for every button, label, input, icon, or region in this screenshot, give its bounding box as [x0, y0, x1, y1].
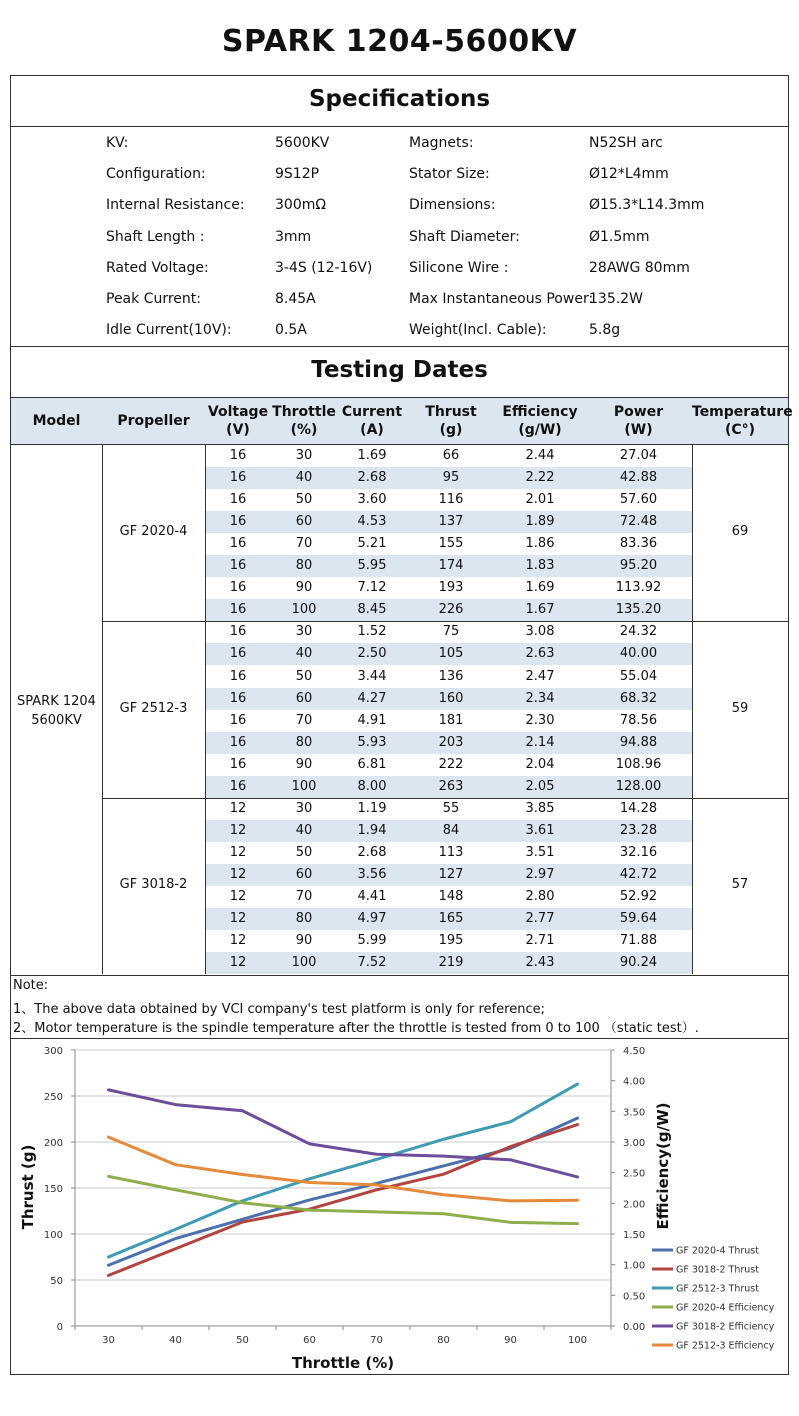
- y-right-tick-label: 3.50: [623, 1107, 646, 1119]
- header-voltage: Voltage (V): [207, 404, 269, 438]
- y-left-tick-label: 50: [50, 1276, 63, 1287]
- thrust-cell: 219: [438, 955, 464, 971]
- throttle-cell: 80: [295, 734, 313, 750]
- efficiency-cell: 2.22: [525, 470, 555, 486]
- legend-label: GF 2020-4 Efficiency: [676, 1302, 775, 1314]
- x-tick-label: 70: [370, 1335, 383, 1346]
- current-cell: 2.50: [357, 646, 387, 662]
- thrust-cell: 113: [438, 844, 464, 860]
- spec-value: 3mm: [275, 229, 312, 245]
- power-cell: 90.24: [619, 955, 658, 971]
- efficiency-cell: 3.08: [525, 624, 555, 640]
- throttle-cell: 60: [295, 514, 313, 530]
- voltage-cell: 12: [229, 866, 247, 882]
- efficiency-cell: 2.05: [525, 778, 555, 794]
- efficiency-cell: 2.80: [525, 889, 555, 904]
- spec-value: 300mΩ: [275, 197, 327, 213]
- power-cell: 108.96: [615, 756, 662, 772]
- thrust-cell: 226: [438, 602, 464, 618]
- legend-label: GF 2512-3 Thrust: [676, 1283, 759, 1295]
- divider: [11, 975, 788, 976]
- y-right-tick-label: 0.00: [623, 1322, 646, 1333]
- current-cell: 1.94: [357, 822, 387, 838]
- header-propeller: Propeller: [117, 413, 190, 429]
- spec-label: Shaft Length :: [106, 229, 205, 245]
- spec-label: Stator Size:: [409, 166, 490, 182]
- thrust-cell: 127: [438, 866, 464, 882]
- note-line-2: 2、Motor temperature is the spindle temperature after the throttle is tested from 0 to 100 （static test）.: [13, 1021, 699, 1036]
- datasheet-frame: [10, 75, 793, 1375]
- spec-label: Shaft Diameter:: [409, 229, 520, 245]
- efficiency-cell: 2.97: [525, 866, 555, 882]
- thrust-cell: 105: [438, 646, 464, 662]
- efficiency-cell: 1.86: [525, 536, 555, 552]
- efficiency-cell: 2.30: [525, 712, 555, 728]
- throttle-cell: 100: [291, 955, 317, 971]
- current-cell: 5.99: [357, 933, 387, 949]
- spec-label: Silicone Wire :: [409, 260, 509, 276]
- x-tick-label: 50: [236, 1335, 249, 1346]
- throttle-cell: 70: [295, 712, 313, 728]
- voltage-cell: 16: [229, 734, 247, 750]
- spec-value: N52SH arc: [589, 135, 663, 151]
- throttle-cell: 60: [295, 690, 313, 706]
- voltage-cell: 16: [229, 646, 247, 662]
- throttle-cell: 70: [295, 889, 313, 904]
- efficiency-cell: 1.67: [525, 602, 555, 618]
- header-efficiency: Efficiency (g/W): [502, 404, 578, 438]
- current-cell: 6.81: [357, 756, 387, 772]
- y-left-tick-label: 200: [43, 1138, 63, 1149]
- efficiency-cell: 2.43: [525, 955, 555, 971]
- power-cell: 55.04: [619, 668, 658, 684]
- spec-label: Idle Current(10V):: [106, 322, 232, 338]
- current-cell: 3.60: [357, 492, 387, 508]
- header-throttle: Throttle (%): [272, 404, 336, 438]
- thrust-cell: 181: [438, 712, 464, 728]
- power-cell: 135.20: [615, 602, 662, 618]
- divider: [11, 126, 788, 127]
- throttle-cell: 100: [291, 778, 317, 794]
- y-right-axis-title: Efficiency(g/W): [654, 1102, 672, 1230]
- current-cell: 4.41: [357, 889, 387, 904]
- current-cell: 4.53: [357, 514, 387, 530]
- throttle-cell: 40: [295, 822, 313, 838]
- x-tick-label: 60: [303, 1335, 316, 1346]
- y-left-tick-label: 0: [56, 1322, 63, 1333]
- thrust-cell: 95: [442, 470, 460, 486]
- y-right-tick-label: 0.50: [623, 1291, 646, 1303]
- spec-label: Dimensions:: [409, 197, 496, 213]
- thrust-cell: 136: [438, 668, 464, 684]
- voltage-cell: 16: [229, 448, 247, 463]
- header-model: Model: [32, 413, 81, 429]
- voltage-cell: 16: [229, 712, 247, 728]
- throttle-cell: 50: [295, 668, 313, 684]
- power-cell: 78.56: [619, 712, 658, 728]
- page-title: SPARK 1204-5600KV: [221, 24, 578, 59]
- spec-label: KV:: [106, 135, 129, 151]
- voltage-cell: 16: [229, 624, 247, 640]
- column-divider: [205, 445, 206, 974]
- throttle-cell: 30: [295, 800, 313, 816]
- temperature-cell: 59: [731, 700, 749, 716]
- legend-label: GF 2020-4 Thrust: [676, 1245, 759, 1257]
- propeller-cell: GF 2020-4: [119, 524, 188, 540]
- spec-label: Rated Voltage:: [106, 260, 209, 276]
- power-cell: 42.88: [619, 470, 658, 486]
- thrust-cell: 137: [438, 514, 464, 530]
- current-cell: 4.97: [357, 911, 387, 927]
- voltage-cell: 16: [229, 558, 247, 574]
- y-left-tick-label: 300: [43, 1046, 63, 1057]
- throttle-cell: 100: [291, 602, 317, 618]
- spec-value: Ø15.3*L14.3mm: [589, 197, 705, 213]
- efficiency-cell: 2.71: [525, 933, 555, 949]
- current-cell: 2.68: [357, 470, 387, 486]
- efficiency-cell: 3.85: [525, 800, 555, 816]
- efficiency-cell: 2.14: [525, 734, 555, 750]
- voltage-cell: 12: [229, 911, 247, 927]
- voltage-cell: 12: [229, 800, 247, 816]
- testing-title: Testing Dates: [311, 357, 488, 383]
- voltage-cell: 12: [229, 822, 247, 838]
- voltage-cell: 16: [229, 580, 247, 596]
- power-cell: 71.88: [619, 933, 658, 949]
- voltage-cell: 12: [229, 933, 247, 949]
- spec-label: Internal Resistance:: [106, 197, 245, 213]
- current-cell: 8.45: [357, 602, 387, 618]
- spec-label: Weight(Incl. Cable):: [409, 322, 547, 338]
- voltage-cell: 16: [229, 470, 247, 486]
- efficiency-cell: 1.69: [525, 580, 555, 596]
- efficiency-cell: 1.83: [525, 558, 555, 574]
- y-left-tick-label: 250: [43, 1092, 63, 1103]
- y-right-tick-label: 4.50: [623, 1046, 646, 1057]
- thrust-cell: 66: [442, 448, 460, 463]
- thrust-cell: 165: [438, 911, 464, 927]
- throttle-cell: 50: [295, 492, 313, 508]
- thrust-cell: 222: [438, 756, 464, 772]
- current-cell: 4.91: [357, 712, 387, 728]
- thrust-cell: 203: [438, 734, 464, 750]
- thrust-cell: 174: [438, 558, 464, 574]
- voltage-cell: 16: [229, 492, 247, 508]
- x-tick-label: 100: [567, 1335, 588, 1346]
- thrust-cell: 160: [438, 690, 464, 706]
- note-heading: Note:: [13, 978, 49, 993]
- header-temperature: Temperature (C°): [692, 404, 793, 438]
- current-cell: 3.56: [357, 866, 387, 882]
- power-cell: 24.32: [619, 624, 658, 640]
- propeller-cell: GF 2512-3: [119, 700, 188, 716]
- power-cell: 14.28: [619, 800, 658, 816]
- efficiency-cell: 2.63: [525, 646, 555, 662]
- thrust-cell: 55: [442, 800, 460, 816]
- y-left-tick-label: 100: [43, 1230, 63, 1241]
- spec-value: 5.8g: [589, 322, 621, 338]
- voltage-cell: 16: [229, 756, 247, 772]
- current-cell: 5.95: [357, 558, 387, 574]
- throttle-cell: 40: [295, 470, 313, 486]
- efficiency-cell: 2.44: [525, 448, 555, 463]
- x-tick-label: 80: [437, 1335, 450, 1346]
- current-cell: 5.93: [357, 734, 387, 750]
- efficiency-cell: 2.47: [525, 668, 555, 684]
- power-cell: 32.16: [619, 844, 658, 860]
- x-axis-title: Throttle (%): [291, 1354, 395, 1372]
- header-current: Current (A): [341, 404, 403, 438]
- current-cell: 8.00: [357, 778, 387, 794]
- power-cell: 72.48: [619, 514, 658, 530]
- efficiency-cell: 2.34: [525, 690, 555, 706]
- y-left-tick-label: 150: [43, 1184, 63, 1195]
- x-tick-label: 30: [102, 1335, 115, 1346]
- power-cell: 68.32: [619, 690, 658, 706]
- throttle-cell: 80: [295, 558, 313, 574]
- spec-value: 28AWG 80mm: [589, 260, 690, 276]
- throttle-cell: 90: [295, 756, 313, 772]
- efficiency-cell: 2.04: [525, 756, 555, 772]
- y-right-tick-label: 2.50: [623, 1168, 646, 1180]
- y-right-tick-label: 1.00: [623, 1260, 646, 1272]
- throttle-cell: 80: [295, 911, 313, 927]
- thrust-cell: 195: [438, 933, 464, 949]
- y-right-tick-label: 1.50: [623, 1230, 646, 1241]
- spec-value: Ø12*L4mm: [589, 166, 669, 182]
- throttle-cell: 30: [295, 624, 313, 640]
- power-cell: 57.60: [619, 492, 658, 508]
- power-cell: 95.20: [619, 558, 658, 574]
- voltage-cell: 16: [229, 536, 247, 552]
- spec-label: Max Instantaneous Power:: [409, 291, 594, 307]
- y-right-tick-label: 3.00: [623, 1138, 646, 1149]
- power-cell: 94.88: [619, 734, 658, 750]
- spec-label: Peak Current:: [106, 291, 201, 307]
- current-cell: 7.52: [357, 955, 387, 971]
- thrust-cell: 148: [438, 889, 464, 904]
- throttle-cell: 70: [295, 536, 313, 552]
- spec-value: 9S12P: [275, 166, 320, 182]
- divider: [11, 346, 788, 347]
- power-cell: 83.36: [619, 536, 658, 552]
- spec-value: 3-4S (12-16V): [275, 260, 373, 276]
- current-cell: 1.19: [357, 800, 387, 816]
- power-cell: 23.28: [619, 822, 658, 838]
- voltage-cell: 12: [229, 889, 247, 904]
- power-cell: 128.00: [615, 778, 662, 794]
- spec-label: Configuration:: [106, 166, 206, 182]
- throttle-cell: 30: [295, 448, 313, 463]
- header-thrust: Thrust (g): [425, 404, 477, 438]
- model-cell: SPARK 1204 5600KV: [17, 694, 96, 728]
- throttle-cell: 90: [295, 933, 313, 949]
- thrust-cell: 263: [438, 778, 464, 794]
- thrust-cell: 75: [442, 624, 460, 640]
- legend-label: GF 2512-3 Efficiency: [676, 1340, 775, 1352]
- divider: [11, 1038, 788, 1039]
- current-cell: 3.44: [357, 668, 387, 684]
- voltage-cell: 16: [229, 690, 247, 706]
- voltage-cell: 12: [229, 955, 247, 971]
- voltage-cell: 12: [229, 844, 247, 860]
- specifications-title: Specifications: [308, 86, 491, 112]
- thrust-cell: 155: [438, 536, 464, 552]
- throttle-cell: 90: [295, 580, 313, 596]
- voltage-cell: 16: [229, 514, 247, 530]
- column-divider: [692, 445, 693, 974]
- y-right-tick-label: 4.00: [623, 1076, 646, 1088]
- efficiency-cell: 2.01: [525, 492, 555, 508]
- legend-label: GF 3018-2 Efficiency: [676, 1321, 775, 1333]
- power-cell: 113.92: [615, 580, 662, 596]
- x-tick-label: 90: [504, 1335, 517, 1346]
- x-tick-label: 40: [169, 1335, 182, 1346]
- thrust-cell: 193: [438, 580, 464, 596]
- current-cell: 1.52: [357, 624, 387, 640]
- power-cell: 27.04: [619, 448, 658, 463]
- power-cell: 59.64: [619, 911, 658, 927]
- power-cell: 40.00: [619, 646, 658, 662]
- throttle-cell: 40: [295, 646, 313, 662]
- spec-value: 5600KV: [275, 135, 330, 151]
- header-power: Power (W): [613, 404, 664, 438]
- temperature-cell: 69: [731, 524, 749, 540]
- spec-label: Magnets:: [409, 135, 474, 151]
- throttle-cell: 60: [295, 866, 313, 882]
- y-left-axis-title: Thrust (g): [19, 1144, 37, 1230]
- efficiency-cell: 1.89: [525, 514, 555, 530]
- column-divider: [102, 445, 103, 974]
- efficiency-cell: 3.61: [525, 822, 555, 838]
- efficiency-cell: 2.77: [525, 911, 555, 927]
- current-cell: 7.12: [357, 580, 387, 596]
- current-cell: 2.68: [357, 844, 387, 860]
- power-cell: 52.92: [619, 889, 658, 904]
- throttle-cell: 50: [295, 844, 313, 860]
- spec-value: 8.45A: [275, 291, 316, 307]
- current-cell: 1.69: [357, 448, 387, 463]
- table-header: [11, 398, 793, 444]
- propeller-cell: GF 3018-2: [119, 877, 188, 892]
- thrust-cell: 84: [442, 822, 460, 838]
- thrust-cell: 116: [438, 492, 464, 508]
- spec-value: Ø1.5mm: [589, 229, 650, 245]
- temperature-cell: 57: [731, 877, 749, 892]
- efficiency-cell: 3.51: [525, 844, 555, 860]
- legend-label: GF 3018-2 Thrust: [676, 1264, 759, 1276]
- spec-value: 135.2W: [589, 291, 643, 307]
- y-right-tick-label: 2.00: [623, 1199, 646, 1211]
- current-cell: 5.21: [357, 536, 387, 552]
- spec-value: 0.5A: [275, 322, 307, 338]
- voltage-cell: 16: [229, 778, 247, 794]
- power-cell: 42.72: [619, 866, 658, 882]
- voltage-cell: 16: [229, 668, 247, 684]
- voltage-cell: 16: [229, 602, 247, 618]
- note-line-1: 1、The above data obtained by VCI company's test platform is only for reference;: [13, 1002, 545, 1017]
- current-cell: 4.27: [357, 690, 387, 706]
